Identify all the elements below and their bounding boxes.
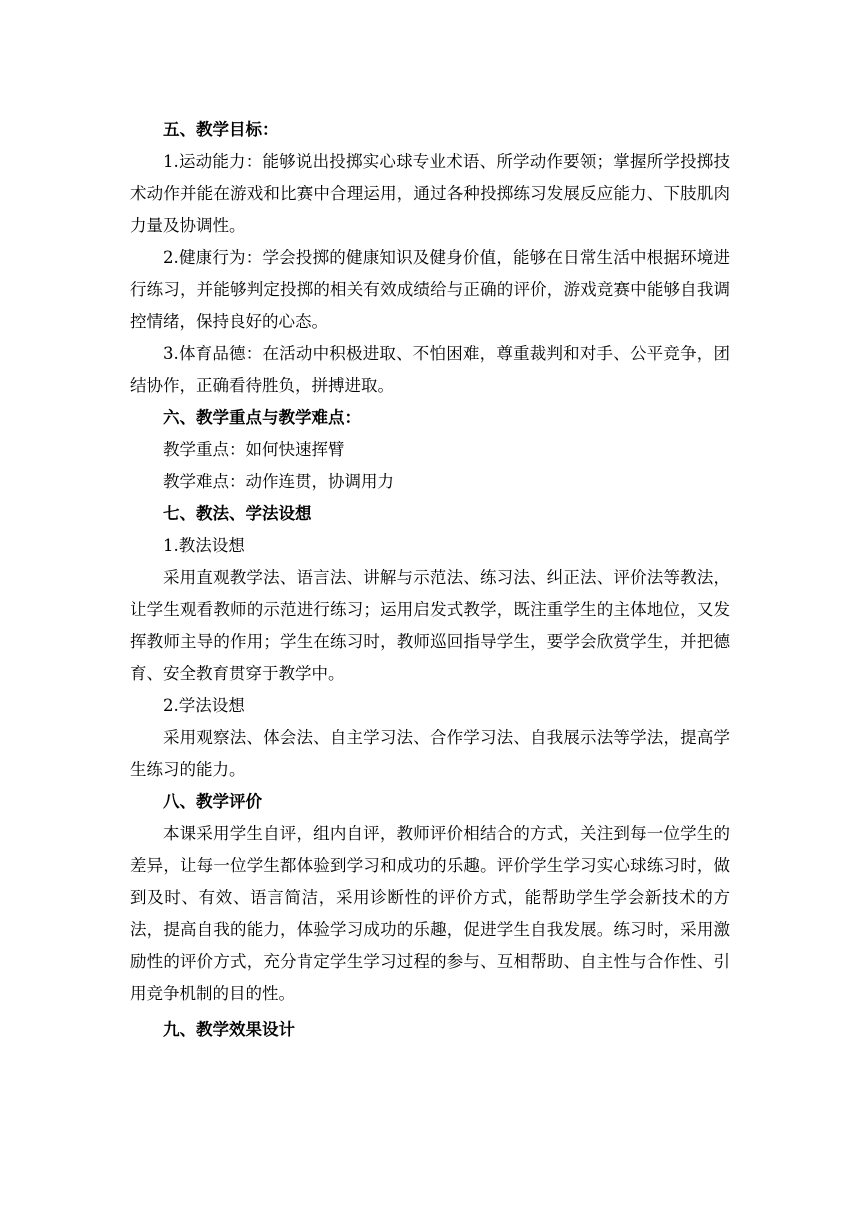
key-point-text: 教学重点：如何快速挥臂 xyxy=(163,440,345,459)
section-heading-evaluation: 八、教学评价 xyxy=(163,792,262,811)
goal-paragraph-3: 3.体育品德：在活动中积极进取、不怕困难，尊重裁判和对手、公平竞争，团结协作，正确看待胜负，拼搏进取。 xyxy=(130,344,730,395)
section-heading-goals: 五、教学目标： xyxy=(163,120,279,139)
teach-method-paragraph: 采用直观教学法、语言法、讲解与示范法、练习法、纠正法、评价法等教法，让学生观看教师的示范进行练习；运用启发式教学，既注重学生的主体地位，又发挥教师主导的作用；学生在练习时，教师巡回指导学生，要学会欣赏学生，并把德育、安全教育贯穿于教学中。 xyxy=(130,568,730,683)
document-body xyxy=(130,114,730,1046)
teach-method-title: 1.教法设想 xyxy=(163,536,245,555)
difficult-point-text: 教学难点：动作连贯，协调用力 xyxy=(163,472,394,491)
evaluation-paragraph: 本课采用学生自评，组内自评，教师评价相结合的方式，关注到每一位学生的差异，让每一位学生都体验到学习和成功的乐趣。评价学生学习实心球练习时，做到及时、有效、语言简洁，采用诊断性的评价方式，能帮助学生学会新技术的方法，提高自我的能力，体验学习成功的乐趣，促进学生自我发展。练习时，采用激励性的评价方式，充分肯定学生学习过程的参与、互相帮助、自主性与合作性、引用竞争机制的目的性。 xyxy=(130,824,730,1003)
goal-paragraph-2: 2.健康行为：学会投掷的健康知识及健身价值，能够在日常生活中根据环境进行练习，并能够判定投掷的相关有效成绩给与正确的评价，游戏竞赛中能够自我调控情绪，保持良好的心态。 xyxy=(130,248,730,331)
section-heading-effect: 九、教学效果设计 xyxy=(163,1020,295,1039)
goal-paragraph-1: 1.运动能力：能够说出投掷实心球专业术语、所学动作要领；掌握所学投掷技术动作并能在游戏和比赛中合理运用，通过各种投掷练习发展反应能力、下肢肌肉力量及协调性。 xyxy=(130,152,730,235)
section-heading-methods: 七、教法、学法设想 xyxy=(163,504,312,523)
learn-method-title: 2.学法设想 xyxy=(163,696,245,715)
learn-method-paragraph: 采用观察法、体会法、自主学习法、合作学习法、自我展示法等学法，提高学生练习的能力。 xyxy=(130,728,730,779)
section-heading-key-points: 六、教学重点与教学难点： xyxy=(163,408,361,427)
